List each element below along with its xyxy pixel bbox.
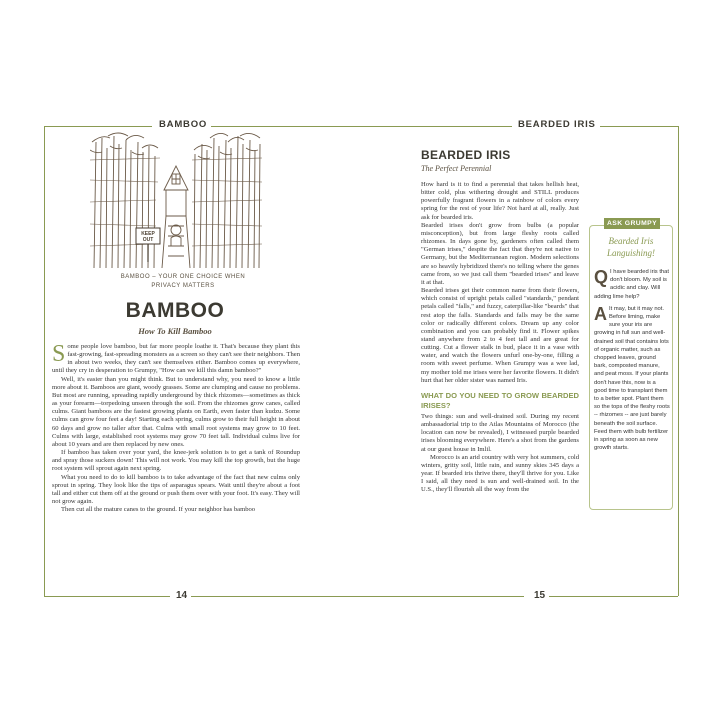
paragraph: What you need to do to kill bamboo is to take advantage of the fact that new culms only sprout in spring. They look like the tips of asparagus spears. Wait until they're about a foot tall and either cut them off at the ground or push them over with your foot. It's easy. They will not grow again. xyxy=(52,473,300,505)
question-letter: Q xyxy=(594,267,609,287)
frame-top-middle xyxy=(202,126,512,127)
section-heading: WHAT DO YOU NEED TO GROW BEARDED IRISES? xyxy=(421,390,579,410)
running-header-right: BEARDED IRIS xyxy=(514,119,600,130)
paragraph: Bearded irises get their common name from their flowers, which consist of upright petals called "standards," pendant petals called "falls," and fuzzy, caterpillar-like "beards" that rest atop the falls. Standards and falls may be the same color or radically different colors. Dream up any color combination and you can probably find it. Flower spikes stand anywhere from 2 to 4 feet tall and are great for cutting. Cut a flower stalk in bud, place it in a vase with water, and watch the flowers unfurl one-by-one, filling a room with sweet perfume. When Grumpy was a wee lad, my mother told me irises were her favorite flowers. It didn't hurt that her older sister was named Iris. xyxy=(421,287,579,384)
page-title-bearded-iris: BEARDED IRIS xyxy=(421,148,511,162)
page-number-left: 14 xyxy=(172,590,191,601)
paragraph: Morocco is an arid country with very hot summers, cold winters, gritty soil, little rain, and sunny skies 345 days a year. If bearded iris thrive there, they'll thrive for you. Like I said, all they need is sun and well-drained soil. In the U.S., they'll flourish all the way from the xyxy=(421,453,579,494)
frame-bottom-middle xyxy=(190,596,524,597)
paragraph: Well, it's easier than you might think. But to understand why, you need to know a little more about it. Bamboos are giant, woody grasses. Some are clumping and cause no problems. But most are running, spreading rapidly underground by thick rhizomes—sometimes as thick as your forearm—torpedoing unseen through the soil. From the rhizomes grow canes, called culms. Giant bamboos are the fastest growing plants on Earth, even faster than kudzu. Some culms can grow four feet a day! Starting each spring, culms grow to their full height in about 60 days and grow no taller after that. Culms with small root systems may grow to 10 feet. Culms with large, established root systems may grow 70 feet tall. Individual culms live for about 10 years and are then replaced by new ones. xyxy=(52,375,300,448)
svg-text:KEEP: KEEP xyxy=(141,231,155,237)
paragraph: Bearded irises don't grow from bulbs (a popular misconception), but from large fleshy roots called rhizomes. In days gone by, gardeners often called them "German irises," despite the fact that they're not native to Germany, but the Mediterranean region. Modern selections are so heavily hybridized there's no telling where the genes came from, so we just call them "bearded irises" and leave it at that. xyxy=(421,221,579,286)
frame-top-left xyxy=(44,126,152,127)
paragraph: Then cut all the mature canes to the ground. If your neighbor has bamboo xyxy=(61,506,256,514)
answer-text: It may, but it may not. Before liming, make sure your iris are growing in full sun and well-drained soil that contains lots of organic matter, such as chopped leaves, ground bark, composted manure, and peat moss. If your plants don't have this, now is a good time to transplant them to a better spot. Plant them so the tops of the fleshy roots -- rhizomes -- are just barely beneath the soil surface. Feed them with bulb fertilizer in spring as soon as new growth starts. xyxy=(594,305,670,452)
sidebar-title: Bearded Iris Languishing! xyxy=(606,236,655,258)
bamboo-illustration xyxy=(90,130,262,270)
frame-left xyxy=(44,126,45,596)
paragraph: Two things: sun and well-drained soil. During my recent ambassadorial trip to the Atlas Mountains of Morocco (the location can now be revealed), I witnessed purple bearded irises blooming everywhere. Here's a shot from the gardens at our guest house in Imlil. xyxy=(421,412,579,453)
svg-text:OUT: OUT xyxy=(142,237,154,243)
bearded-iris-article xyxy=(421,181,579,494)
paragraph: ome people love bamboo, but far more people loathe it. That's because they plant this fast-growing, fast-spreading monsters as a screen so they can't see their neighbors. Then in about two weeks, they can't see themselves either. Bamboo comes up everywhere, until they cry in desperation to Grumpy, "How can we kill this damn bamboo?" xyxy=(52,343,300,375)
frame-right xyxy=(678,126,679,596)
bamboo-article xyxy=(52,343,300,514)
answer-letter: A xyxy=(594,303,607,324)
frame-bottom-left xyxy=(44,596,170,597)
keep-out-sign-icon xyxy=(136,228,160,262)
paragraph: How hard is it to find a perennial that takes hellish heat, bitter cold, plus withering drought and STILL produces powerfully fragrant flowers in a rainbow of colors every spring for the rest of your life? Not hard at all, really. Just ask for bearded iris. xyxy=(421,181,579,221)
page-title-bamboo: BAMBOO xyxy=(125,299,225,322)
page-number-right: 15 xyxy=(530,590,549,601)
subtitle-bamboo: How To Kill Bamboo xyxy=(138,326,212,336)
frame-bottom-right xyxy=(548,596,678,597)
question-text: I have bearded iris that don't bloom. My soil is acidic and clay. Will adding lime help? xyxy=(594,269,669,300)
paragraph: If bamboo has taken over your yard, the knee-jerk solution is to get a tank of Roundup and spray those suckers down! This will not work. You may kill the top growth, but the huge root system will sprout again next spring. xyxy=(52,449,300,473)
illustration-caption: BAMBOO – YOUR ONE CHOICE WHEN PRIVACY MATTERS xyxy=(120,274,246,289)
sidebar-qa xyxy=(594,268,670,456)
drop-cap: S xyxy=(52,341,66,367)
running-header-left: BAMBOO xyxy=(155,119,211,130)
subtitle-bearded-iris: The Perfect Perennial xyxy=(421,164,492,173)
ask-grumpy-tag: ASK GRUMPY xyxy=(604,218,660,229)
